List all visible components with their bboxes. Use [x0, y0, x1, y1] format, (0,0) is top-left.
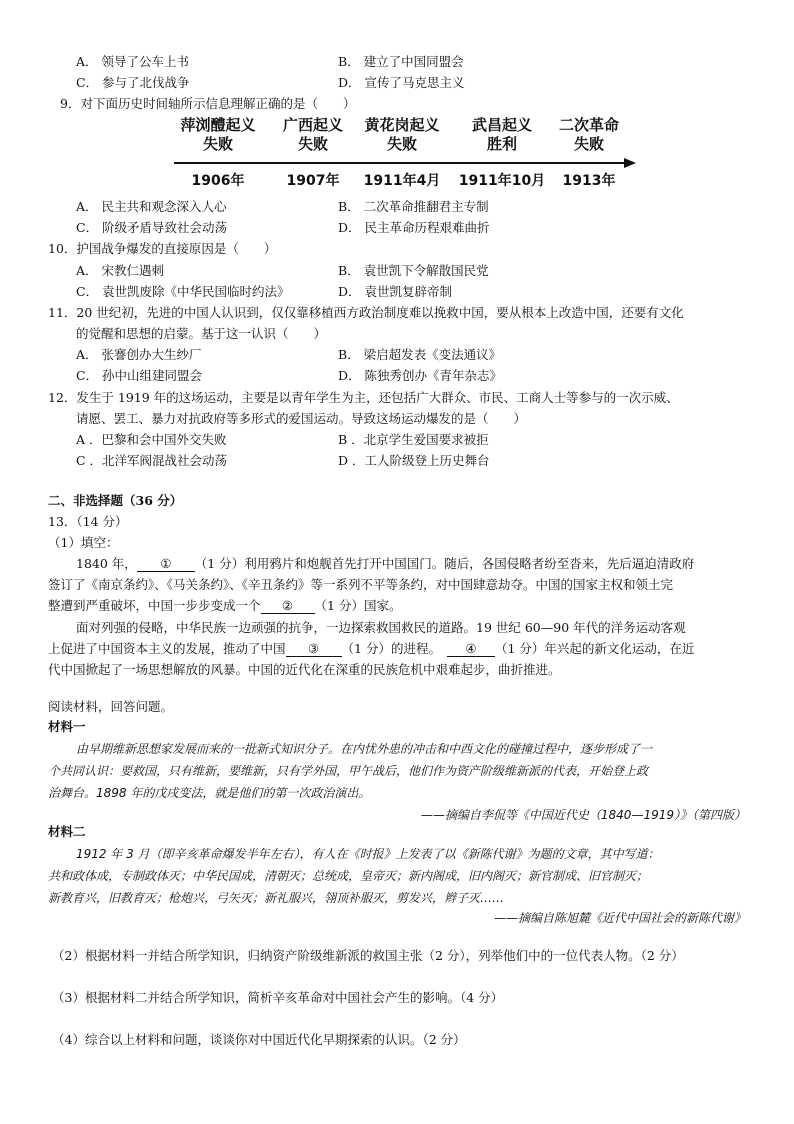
q8-option-c: C． 参与了北伐战争 — [76, 75, 190, 90]
timeline-year-4: 1911年10月 — [458, 173, 546, 189]
question-2: （2）根据材料一并结合所学知识，归纳资产阶级维新派的救国主张（2 分），列举他们中的一位代表人物。（2 分） — [52, 948, 684, 963]
q12-option-a: A ．巴黎和会中国外交失败 — [76, 432, 227, 447]
timeline-year-1: 1906年 — [191, 173, 245, 189]
q9-stem: 9．对下面历史时间轴所示信息理解正确的是（ ） — [60, 96, 356, 111]
material-2-line3: 新教育兴，旧教育灭；枪炮兴，弓矢灭；新礼服兴，翎顶补服灭，剪发兴，辫子灭…… — [48, 891, 505, 905]
fill-paragraph-1-line2: 签订了《南京条约》、《马关条约》、《辛丑条约》等一系列不平等条约，对中国肆意劫夺。中国的国家主权和领土完 — [48, 577, 674, 592]
question-4: （4）综合以上材料和问题，谈谈你对中国近代化早期探索的认识。（2 分） — [52, 1032, 466, 1047]
q11-option-c: C． 孙中山组建同盟会 — [76, 368, 203, 383]
q12-option-c: C ．北洋军阀混战社会动荡 — [76, 453, 228, 468]
fill-paragraph-2-line3: 代中国掀起了一场思想解放的风暴。中国的近代化在深重的民族危机中艰难起步，曲折推进。 — [48, 662, 561, 677]
timeline-event-3: 黄花岗起义 失败 — [364, 116, 440, 153]
timeline-year-2: 1907年 — [286, 173, 340, 189]
blank-4: ④ — [447, 642, 495, 657]
q11-option-a: A． 张謇创办大生纱厂 — [76, 347, 202, 362]
q8-option-b: B． 建立了中国同盟会 — [338, 54, 464, 69]
timeline-event-4: 武昌起义 胜利 — [471, 116, 532, 153]
blank-2: ② — [261, 599, 315, 614]
q10-option-a: A． 宋教仁遇刺 — [76, 263, 165, 278]
material-1-title: 材料一 — [48, 719, 86, 734]
q11-option-b: B． 梁启超发表《变法通议》 — [338, 347, 502, 362]
q10-option-b: B． 袁世凯下令解散国民党 — [338, 263, 489, 278]
q10-stem: 10．护国战争爆发的直接原因是（ ） — [48, 241, 277, 256]
timeline-year-5: 1913年 — [562, 173, 616, 189]
timeline-event-1: 萍浏醴起义 失败 — [180, 116, 256, 153]
blank-3: ③ — [286, 642, 342, 657]
q11-stem-line1: 11．20 世纪初，先进的中国人认识到，仅仅靠移植西方政治制度难以挽救中国，要从根本上改造中国，还要有文化 — [48, 305, 684, 320]
material-2-line1: 1912 年 3 月（即辛亥革命爆发半年左右），有人在《时报》上发表了以《新陈代谢》为题的文章，其中写道： — [76, 847, 660, 861]
q9-option-b: B． 二次革命推翻君主专制 — [338, 199, 489, 214]
timeline-event-2: 广西起义 失败 — [282, 116, 343, 153]
material-1-line3: 治舞台。1898 年的戊戌变法，就是他们的第一次政治演出。 — [48, 786, 371, 800]
timeline-axis — [174, 158, 636, 168]
timeline-event-5: 二次革命 失败 — [558, 116, 619, 153]
question-3: （3）根据材料二并结合所学知识，简析辛亥革命对中国社会产生的影响。（4 分） — [52, 990, 504, 1005]
q12-option-d: D ．工人阶级登上历史舞台 — [338, 453, 490, 468]
fill-paragraph-2-line2: 上促进了中国资本主义的发展，推动了中国 ③ （1 分）的进程。 ④ （1 分）年兴起的新文化运动，在近 — [48, 641, 695, 656]
section2-title: 二、非选择题（36 分） — [48, 493, 183, 508]
material-1-source: ——摘编自李侃等《中国近代史（1840—1919）》（第四版） — [420, 808, 746, 822]
q8-option-a: A． 领导了公车上书 — [76, 54, 190, 69]
material-1-line1: 由早期维新思想家发展而来的一批新式知识分子。在内忧外患的冲击和中西文化的碰撞过程中，逐步形成了一 — [76, 742, 653, 756]
fill-paragraph-1-line3: 整遭到严重破坏，中国一步步变成一个 ② （1 分）国家。 — [48, 598, 402, 613]
material-2-source: ——摘编自陈旭麓《近代中国社会的新陈代谢》 — [493, 911, 746, 925]
q12-option-b: B ．北京学生爱国要求被拒 — [338, 432, 489, 447]
q9-option-c: C． 阶级矛盾导致社会动荡 — [76, 220, 228, 235]
fill-head: （1）填空： — [48, 535, 119, 550]
q8-option-d: D． 宣传了马克思主义 — [338, 75, 465, 90]
fill-paragraph-1-line1: 1840 年， ① （1 分）利用鸦片和炮舰首先打开中国国门。随后，各国侵略者纷至沓来，先后逼迫清政府 — [76, 556, 695, 571]
q11-stem-line2: 的觉醒和思想的启蒙。基于这一认识（ ） — [76, 326, 327, 341]
material-2-title: 材料二 — [48, 824, 86, 839]
q13-head: 13．（14 分） — [48, 514, 128, 529]
material-1-line2: 个共同认识：要救国，只有维新，要维新，只有学外国，甲午战后，他们作为资产阶级维新派的代表，开始登上政 — [48, 764, 649, 778]
material-2-line2: 共和政体成，专制政体灭；中华民国成，清朝灭；总统成，皇帝灭；新内阁成，旧内阁灭；新官制成、旧官制灭； — [48, 869, 649, 883]
q12-stem-line2: 请愿、罢工、暴力对抗政府等多形式的爱国运动。导致这场运动爆发的是（ ） — [76, 411, 527, 426]
q9-option-a: A． 民主共和观念深入人心 — [76, 199, 227, 214]
q11-option-d: D． 陈独秀创办《青年杂志》 — [338, 368, 502, 383]
read-prompt: 阅读材料，回答问题。 — [48, 699, 174, 714]
q9-option-d: D． 民主革命历程艰难曲折 — [338, 220, 490, 235]
fill-paragraph-2-line1: 面对列强的侵略，中华民族一边顽强的抗争，一边探索救国救民的道路。19 世纪 60—90 年代的洋务运动客观 — [76, 620, 686, 635]
q9-timeline — [170, 116, 640, 188]
blank-1: ① — [137, 557, 195, 572]
timeline-year-3: 1911年4月 — [363, 173, 441, 189]
q10-option-d: D． 袁世凯复辟帝制 — [338, 284, 452, 299]
q10-option-c: C． 袁世凯废除《中华民国临时约法》 — [76, 284, 290, 299]
q12-stem-line1: 12．发生于 1919 年的这场运动，主要是以青年学生为主，还包括广大群众、市民、工商人士等参与的一次示威、 — [48, 390, 679, 405]
